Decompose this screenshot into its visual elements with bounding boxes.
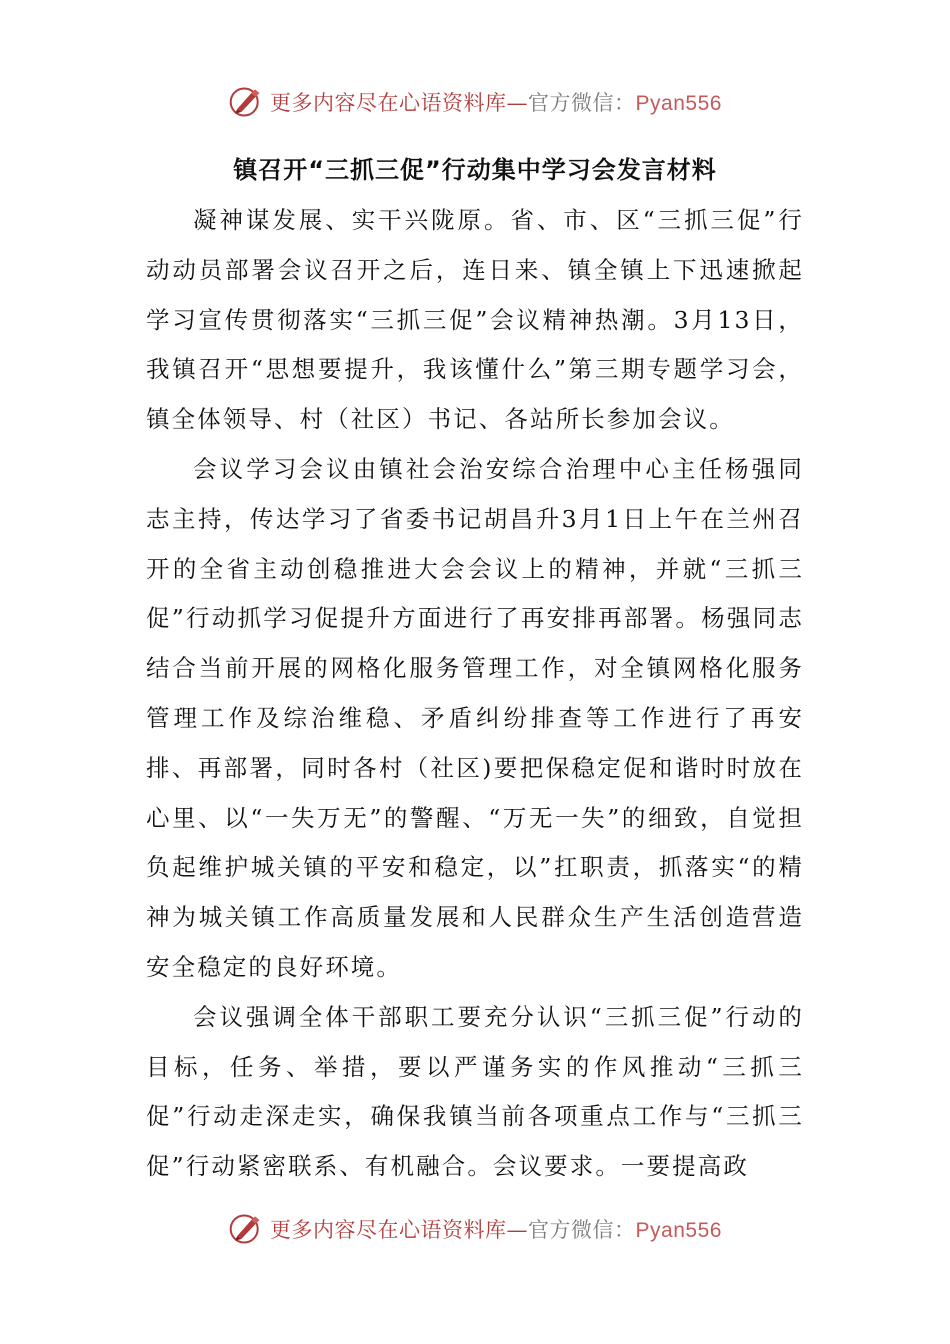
pen-logo-icon <box>228 84 264 120</box>
watermark-main: 更多内容尽在心语资料库— <box>270 1218 529 1242</box>
paragraph-3: 会议强调全体干部职工要充分认识“三抓三促”行动的目标，任务、举措，要以严谨务实的作风推动“三抓三促”行动走深走实，确保我镇当前各项重点工作与“三抓三促”行动紧密联系、有机融合。会议要求。一要提高政 <box>146 1002 804 1181</box>
paragraph-2: 会议学习会议由镇社会治安综合治理中心主任杨强同志主持，传达学习了省委书记胡昌升3月1日上午在兰州召开的全省主动创稳推进大会会议上的精神，并就“三抓三促”行动抓学习促提升方面进行了再安排再部署。杨强同志结合当前开展的网格化服务管理工作，对全镇网格化服务管理工作及综治维稳、矛盾纠纷排查等工作进行了再安排、再部署，同时各村（社区)要把保稳定促和谐时时放在心里、以“一失万无”的警醒、“万无一失”的细致，自觉担负起维护城关镇的平安和稳定，以”扛职责，抓落实“的精神为城关镇工作高质量发展和人民群众生产生活创造营造安全稳定的良好环境。 <box>146 454 804 981</box>
watermark-id: Pyan556 <box>635 1219 722 1242</box>
watermark-text <box>270 87 722 117</box>
watermark-text <box>270 1214 722 1244</box>
watermark-banner-bottom <box>0 1209 950 1249</box>
pen-logo-icon <box>228 1211 264 1247</box>
watermark-id: Pyan556 <box>635 92 722 115</box>
document-title: 镇召开“三抓三促”行动集中学习会发言材料 <box>233 156 717 184</box>
watermark-wechat: 官方微信： <box>528 1218 636 1242</box>
watermark-wechat: 官方微信： <box>528 91 636 115</box>
document-body <box>146 196 804 1192</box>
watermark-main: 更多内容尽在心语资料库— <box>270 91 529 115</box>
paragraph-1: 凝神谋发展、实干兴陇原。省、市、区“三抓三促”行动动员部署会议召开之后，连日来、镇全镇上下迅速掀起学习宣传贯彻落实“三抓三促”会议精神热潮。3月13日，我镇召开“思想要提升，我该懂什么”第三期专题学习会，镇全体领导、村（社区）书记、各站所长参加会议。 <box>146 206 804 434</box>
watermark-banner-top <box>0 82 950 122</box>
